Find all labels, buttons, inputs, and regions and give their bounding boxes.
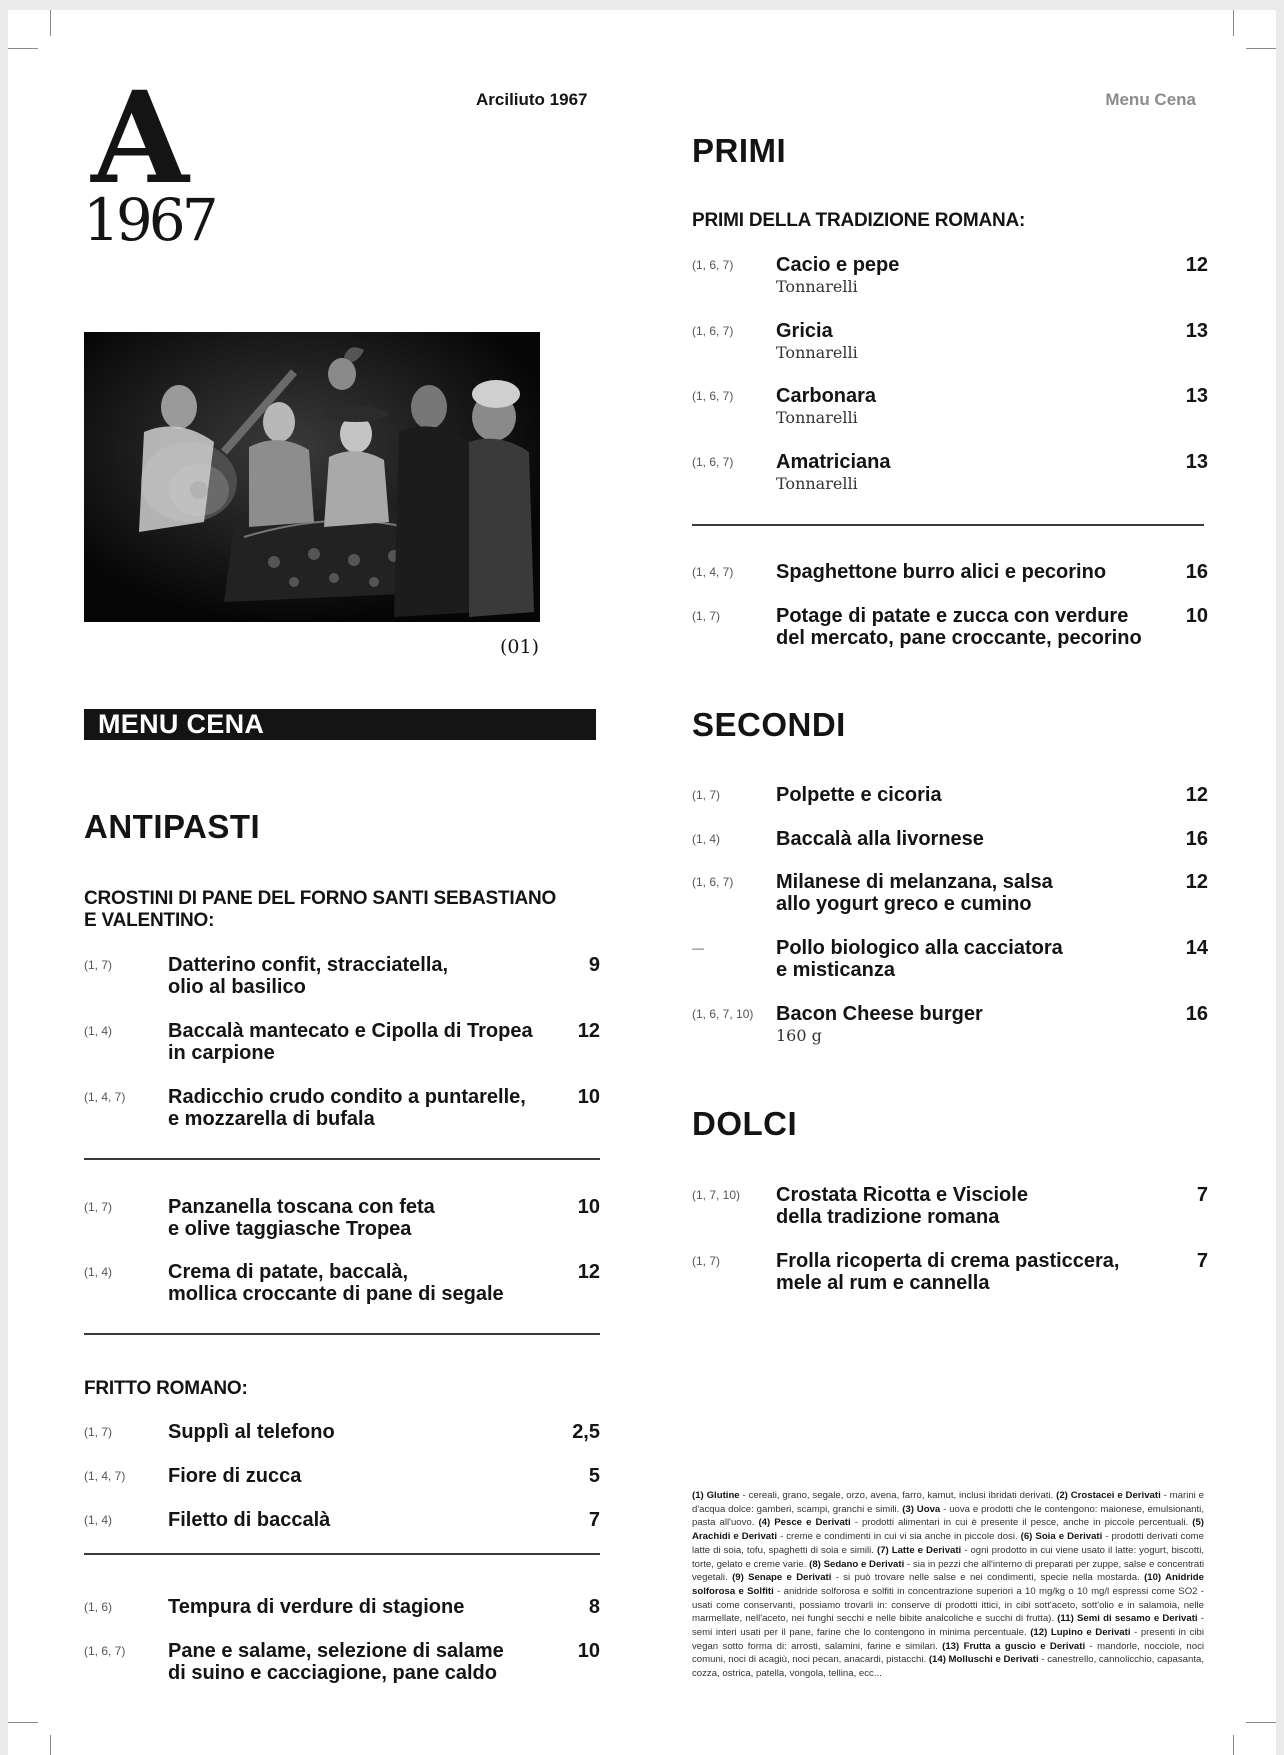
dish-name bbox=[168, 1261, 504, 1305]
image-caption: (01) bbox=[500, 636, 540, 658]
allergen-codes: (1, 6, 7) bbox=[692, 875, 734, 889]
dish-price: 13 bbox=[1185, 385, 1208, 407]
dish-sub: Tonnarelli bbox=[776, 474, 858, 493]
dish-price: 9 bbox=[588, 954, 600, 976]
dish-name: Polpette e cicoria bbox=[776, 784, 942, 806]
dish-price: 13 bbox=[1185, 451, 1208, 473]
dish-price: 5 bbox=[588, 1465, 600, 1487]
crop-mark bbox=[1246, 48, 1276, 49]
legend-text: - marini e d'acqua dolce: gamberi, scampi, granchi e simili. bbox=[692, 1490, 1205, 1515]
painting-image bbox=[84, 332, 540, 622]
dish-price: 10 bbox=[1185, 605, 1208, 627]
dish-name: Spaghettone burro alici e pecorino bbox=[776, 561, 1107, 583]
dish-line2: di suino e cacciagione, pane caldo bbox=[168, 1662, 497, 1684]
dish-price: 7 bbox=[1196, 1184, 1208, 1206]
legend-label: (14) Molluschi e Derivati bbox=[928, 1654, 1039, 1666]
dish-line1: Milanese di melanzana, salsa bbox=[776, 871, 1053, 893]
dish-name bbox=[168, 954, 448, 998]
crop-mark bbox=[8, 48, 38, 49]
legend-text: - prodotti alimentari in cui è presente il pesce, anche in piccole percentuali. bbox=[850, 1517, 1193, 1529]
section-title-secondi: SECONDI bbox=[692, 706, 846, 743]
allergen-codes: (1, 6) bbox=[84, 1600, 113, 1614]
allergen-codes: (1, 7) bbox=[692, 788, 721, 802]
legend-label: (12) Lupino e Derivati bbox=[1030, 1627, 1131, 1639]
dish-name: Filetto di baccalà bbox=[168, 1509, 331, 1531]
dish-price: 13 bbox=[1185, 320, 1208, 342]
restaurant-logo bbox=[83, 64, 215, 254]
crostini-heading-line1: CROSTINI DI PANE DEL FORNO SANTI SEBASTIANO bbox=[84, 888, 557, 909]
section-title-dolci: DOLCI bbox=[692, 1105, 798, 1142]
dish-price: 8 bbox=[588, 1596, 600, 1618]
dish-line1: Potage di patate e zucca con verdure bbox=[776, 605, 1129, 627]
section-divider bbox=[84, 1553, 600, 1555]
dish-line1: Radicchio crudo condito a puntarelle, bbox=[168, 1086, 526, 1108]
legend-text: - canestrello, cannolicchio, capasanta, cozza, ostrica, patella, vongola, tellina, ecc... bbox=[692, 1654, 1205, 1680]
allergen-codes: (1, 7) bbox=[692, 609, 721, 623]
allergen-codes: (1, 6, 7) bbox=[692, 258, 734, 272]
allergen-codes: (1, 6, 7) bbox=[692, 324, 734, 338]
legend-text: - si può trovare nelle salse e nei condimenti, specie nella mostarda. bbox=[831, 1572, 1145, 1584]
dish-price: 12 bbox=[1185, 871, 1208, 893]
allergen-codes: (1, 6, 7) bbox=[84, 1644, 126, 1658]
dish-line2: mele al rum e cannella bbox=[776, 1272, 990, 1294]
section-divider bbox=[84, 1333, 600, 1335]
dish-price: 10 bbox=[577, 1640, 600, 1662]
dish-price: 12 bbox=[1185, 254, 1208, 276]
restaurant-name: Arciliuto 1967 bbox=[476, 90, 588, 109]
dish-price: 12 bbox=[577, 1020, 600, 1042]
allergen-codes: (1, 4, 7) bbox=[84, 1469, 126, 1483]
allergen-codes: (1, 6, 7) bbox=[692, 389, 734, 403]
tradizione-heading: PRIMI DELLA TRADIZIONE ROMANA: bbox=[692, 210, 1026, 231]
allergen-codes: (1, 6, 7, 10) bbox=[692, 1007, 754, 1021]
allergen-codes: (1, 4) bbox=[84, 1265, 113, 1279]
dish-name bbox=[776, 1003, 983, 1047]
allergen-codes: (1, 6, 7) bbox=[692, 455, 734, 469]
dish-name: Fiore di zucca bbox=[168, 1465, 302, 1487]
dish-name bbox=[776, 320, 858, 364]
dish-line2: e mozzarella di bufala bbox=[168, 1108, 375, 1130]
dish-line1: Crema di patate, baccalà, bbox=[168, 1261, 409, 1283]
section-title-antipasti: ANTIPASTI bbox=[84, 808, 261, 845]
dish-sub: Tonnarelli bbox=[776, 277, 858, 296]
dish-name: Supplì al telefono bbox=[168, 1421, 335, 1443]
dish-name bbox=[776, 605, 1142, 649]
dish-name bbox=[776, 937, 1063, 981]
allergen-codes: (1, 4) bbox=[84, 1024, 113, 1038]
dish-name bbox=[776, 385, 876, 429]
crop-mark bbox=[8, 1722, 38, 1723]
dish-name bbox=[168, 1020, 533, 1064]
allergen-codes: — bbox=[692, 941, 704, 955]
allergen-codes: (1, 7) bbox=[692, 1254, 721, 1268]
painting-illustration bbox=[84, 332, 540, 622]
dish-sub: 160 g bbox=[776, 1026, 822, 1045]
dish-price: 12 bbox=[577, 1261, 600, 1283]
dish-line2: mollica croccante di pane di segale bbox=[168, 1283, 504, 1305]
dish-sub: Tonnarelli bbox=[776, 408, 858, 427]
legend-label: (6) Soia e Derivati bbox=[1020, 1531, 1103, 1543]
dish-line2: del mercato, pane croccante, pecorino bbox=[776, 627, 1142, 649]
legend-label: (11) Semi di sesamo e Derivati bbox=[1057, 1613, 1198, 1625]
dish-line1: Crostata Ricotta e Visciole bbox=[776, 1184, 1028, 1206]
legend-text: - cereali, grano, segale, orzo, avena, farro, kamut, inclusi ibridati derivati. bbox=[739, 1490, 1057, 1501]
menu-cena-banner: MENU CENA bbox=[84, 709, 596, 740]
allergen-codes: (1, 7) bbox=[84, 1200, 113, 1214]
dish-name bbox=[168, 1640, 504, 1684]
dish-line1: Cacio e pepe bbox=[776, 254, 900, 276]
dish-price: 12 bbox=[1185, 784, 1208, 806]
dish-line2: della tradizione romana bbox=[776, 1206, 1000, 1228]
dish-name bbox=[776, 1250, 1120, 1294]
legend-text: - mandorle, nocciole, noci comuni, noci di acagiù, noci pecan, anacardi, pistacchi. bbox=[692, 1640, 1205, 1666]
dish-price: 10 bbox=[577, 1196, 600, 1218]
allergen-codes: (1, 4) bbox=[84, 1513, 113, 1527]
legend-label: (7) Latte e Derivati bbox=[877, 1544, 962, 1556]
dish-name bbox=[168, 1196, 435, 1240]
crop-mark bbox=[1233, 1735, 1234, 1755]
legend-label: (9) Senape e Derivati bbox=[732, 1572, 832, 1584]
dish-line2: e misticanza bbox=[776, 959, 895, 981]
dish-price: 16 bbox=[1185, 561, 1208, 583]
legend-text: - presenti in cibi vegan sotto forma di: arrosti, salamini, farine e similari. bbox=[692, 1627, 1204, 1652]
legend-label: (4) Pesce e Derivati bbox=[758, 1517, 851, 1529]
dish-price: 2,5 bbox=[572, 1421, 600, 1443]
fritto-heading: FRITTO ROMANO: bbox=[84, 1378, 248, 1399]
dish-line1: Baccalà mantecato e Cipolla di Tropea bbox=[168, 1020, 533, 1042]
dish-line1: Frolla ricoperta di crema pasticcera, bbox=[776, 1250, 1120, 1272]
legend-text: - ogni prodotto in cui viene usato il latte: yogurt, biscotti, torte, gelato e creme varie. bbox=[692, 1544, 1204, 1570]
dish-name: Tempura di verdure di stagione bbox=[168, 1596, 465, 1618]
menu-page bbox=[8, 10, 1276, 1755]
crostini-heading bbox=[84, 888, 556, 932]
dish-name bbox=[776, 1184, 1028, 1228]
legend-text: - semi interi usati per il pane, farine che lo contengono in minima percentuale. bbox=[692, 1613, 1204, 1639]
dish-sub: Tonnarelli bbox=[776, 343, 858, 362]
section-divider bbox=[84, 1158, 600, 1160]
dish-line1: Gricia bbox=[776, 320, 833, 342]
section-title-primi: PRIMI bbox=[692, 132, 787, 169]
dish-line1: Panzanella toscana con feta bbox=[168, 1196, 435, 1218]
dish-name bbox=[776, 871, 1053, 915]
legend-text: - sia in pezzi che all'interno di preparati per zuppe, salse e concentrati vegetali. bbox=[692, 1558, 1204, 1584]
allergen-codes: (1, 7, 10) bbox=[692, 1188, 741, 1202]
allergen-codes: (1, 4) bbox=[692, 832, 721, 846]
allergen-codes: (1, 4, 7) bbox=[84, 1090, 126, 1104]
legend-label: (1) Glutine bbox=[692, 1490, 740, 1501]
crop-mark bbox=[50, 10, 51, 36]
legend-label: (8) Sedano e Derivati bbox=[809, 1558, 905, 1570]
dish-name bbox=[168, 1086, 526, 1130]
dish-price: 7 bbox=[1196, 1250, 1208, 1272]
allergen-codes: (1, 7) bbox=[84, 1425, 113, 1439]
dish-price: 7 bbox=[588, 1509, 600, 1531]
legend-label: (2) Crostacei e Derivati bbox=[1056, 1490, 1161, 1501]
legend-label: (3) Uova bbox=[902, 1503, 941, 1515]
crop-mark bbox=[50, 1735, 51, 1755]
allergen-codes: (1, 4, 7) bbox=[692, 565, 734, 579]
dish-line1: Pollo biologico alla cacciatora bbox=[776, 937, 1063, 959]
dish-name bbox=[776, 254, 899, 298]
logo-letter: A bbox=[91, 64, 187, 212]
section-divider bbox=[692, 524, 1204, 526]
dish-line1: Datterino confit, stracciatella, bbox=[168, 954, 449, 976]
crostini-heading-line2: E VALENTINO: bbox=[84, 910, 215, 931]
dish-line1: Carbonara bbox=[776, 385, 877, 407]
legend-text: - uova e prodotti che le contengono: maionese, emulsionanti, pasta all'uovo. bbox=[692, 1503, 1204, 1529]
legend-text: - creme e condimenti in cui vi sia anche in piccole dosi. bbox=[776, 1531, 1021, 1543]
legend-label: (5) Arachidi e Derivati bbox=[692, 1517, 1204, 1543]
dish-line1: Pane e salame, selezione di salame bbox=[168, 1640, 504, 1662]
dish-name bbox=[776, 451, 891, 495]
allergen-legend bbox=[692, 1489, 1204, 1681]
allergen-codes: (1, 7) bbox=[84, 958, 113, 972]
menu-label: Menu Cena bbox=[1105, 90, 1196, 109]
legend-label: (10) Anidride solforosa e Solfiti bbox=[692, 1572, 1204, 1597]
dish-name: Baccalà alla livornese bbox=[776, 828, 984, 850]
crop-mark bbox=[1233, 10, 1234, 36]
dish-line2: olio al basilico bbox=[168, 976, 306, 998]
legend-label: (13) Frutta a guscio e Derivati bbox=[942, 1640, 1086, 1652]
dish-line2: allo yogurt greco e cumino bbox=[776, 893, 1032, 915]
dish-price: 14 bbox=[1185, 937, 1208, 959]
legend-text: - anidride solforosa e solfiti in concentrazione superiori a 10 mg/kg o 10 mg/l espressi come SO2 - usati come conservanti, possiamo trovarli in: conserve di prodotti ittici, in cibi sott'aceto, sott'olio e in salamoia, nelle marmellate, nell'aceto, nei funghi secchi e nelle bibite analcoliche e succhi di frutta). bbox=[692, 1585, 1205, 1625]
dish-price: 16 bbox=[1185, 1003, 1208, 1025]
dish-line2: e olive taggiasche Tropea bbox=[168, 1218, 412, 1240]
dish-price: 16 bbox=[1185, 828, 1208, 850]
logo-year: 1967 bbox=[83, 186, 215, 254]
crop-mark bbox=[1246, 1722, 1276, 1723]
dish-line1: Bacon Cheese burger bbox=[776, 1003, 983, 1025]
legend-text: - prodotti derivati come latte di soia, tofu, spaghetti di soia e simili. bbox=[692, 1531, 1204, 1556]
dish-price: 10 bbox=[577, 1086, 600, 1108]
dish-line2: in carpione bbox=[168, 1042, 275, 1064]
dish-line1: Amatriciana bbox=[776, 451, 891, 473]
